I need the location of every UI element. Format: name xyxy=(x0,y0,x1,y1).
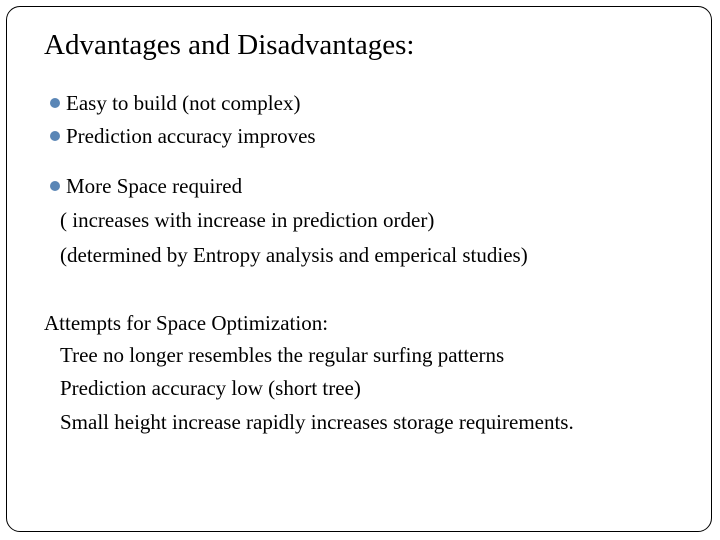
bullet-easy-to-build: Easy to build (not complex) xyxy=(66,91,301,115)
slide-frame xyxy=(6,6,712,532)
optimization-line-storage: Small height increase rapidly increases storage requirements. xyxy=(60,410,574,434)
bullet-prediction-accuracy: Prediction accuracy improves xyxy=(66,124,316,148)
optimization-line-accuracy: Prediction accuracy low (short tree) xyxy=(60,376,361,400)
sub-line-increases: ( increases with increase in prediction order) xyxy=(60,208,435,232)
optimization-heading: Attempts for Space Optimization: xyxy=(44,311,329,335)
bullet-dot-icon xyxy=(50,98,60,108)
bullet-more-space: More Space required xyxy=(66,174,243,198)
slide-title: Advantages and Disadvantages: xyxy=(44,29,415,61)
optimization-line-surfing: Tree no longer resembles the regular surfing patterns xyxy=(60,343,505,367)
bullet-dot-icon xyxy=(50,131,60,141)
bullet-dot-icon xyxy=(50,181,60,191)
sub-line-determined: (determined by Entropy analysis and emperical studies) xyxy=(60,243,528,267)
